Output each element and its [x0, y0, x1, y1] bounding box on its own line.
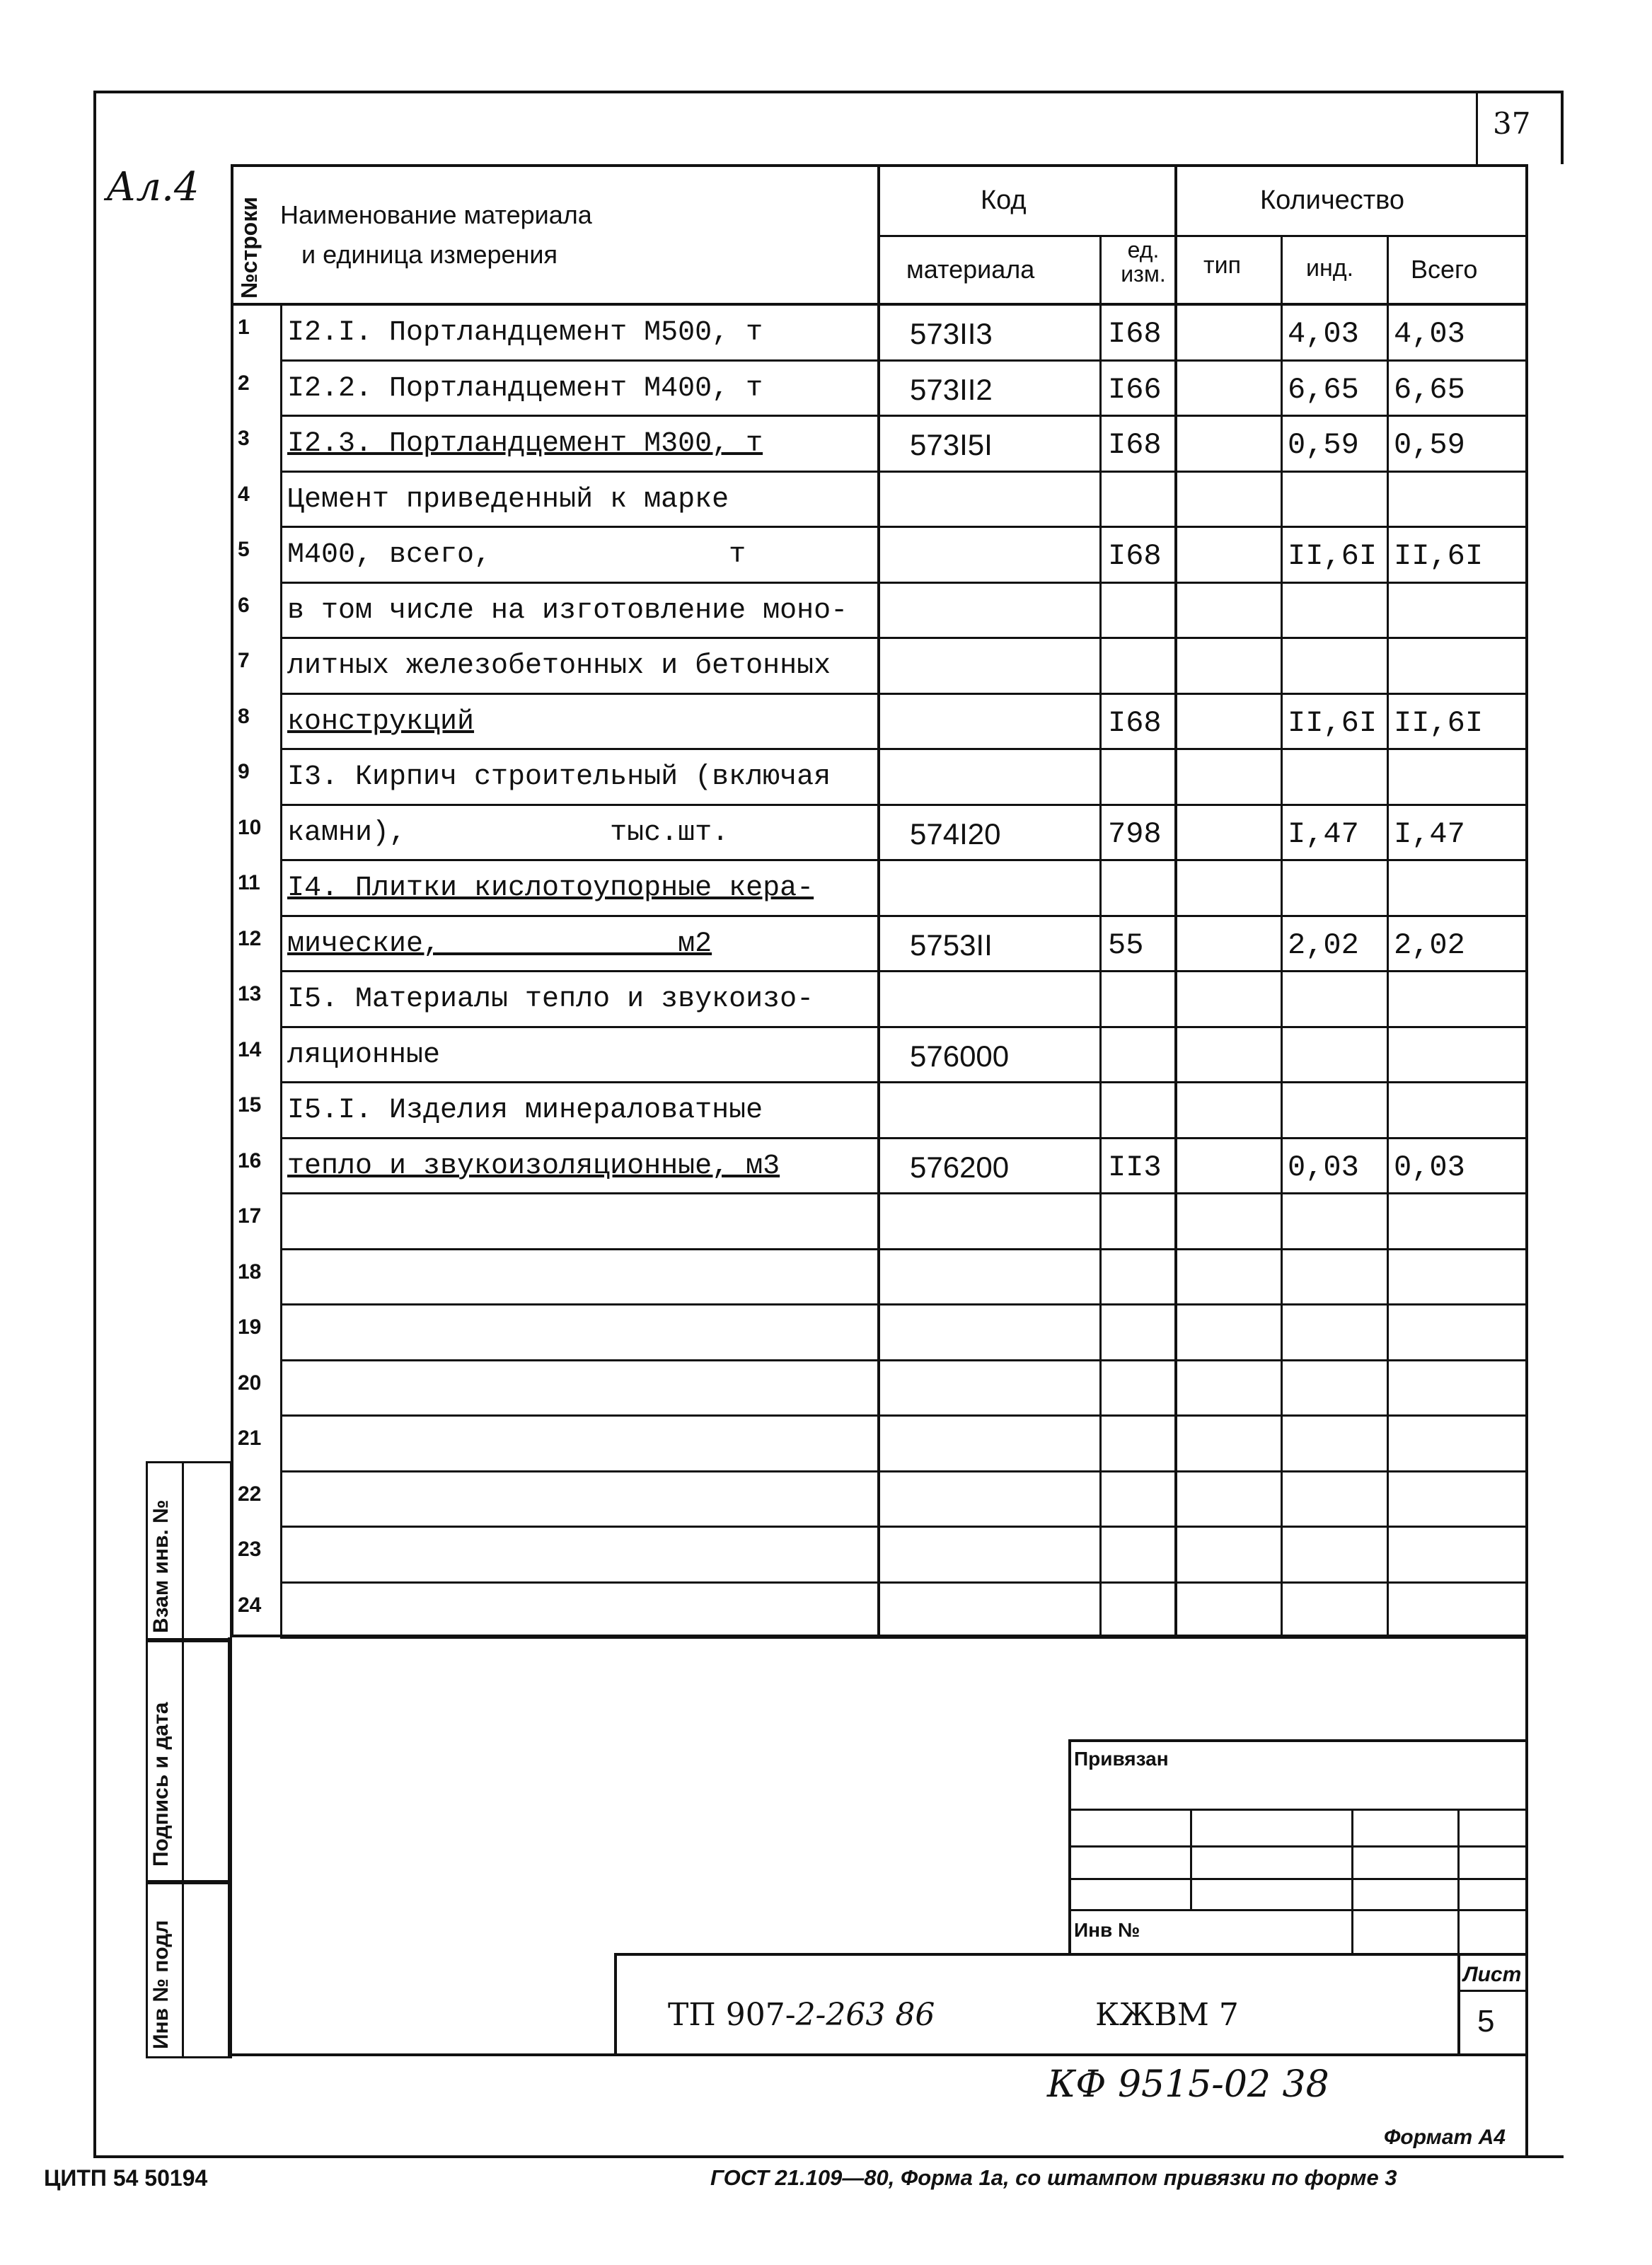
- table-row: [231, 1417, 1525, 1472]
- materials-table: [231, 164, 1525, 1637]
- stamp-doc-code: КЖВМ 7: [1095, 1997, 1239, 2033]
- cell-total: 2,02: [1394, 928, 1465, 962]
- table-row: [231, 1083, 1525, 1139]
- cell-name: в том числе на изготовление моно-: [287, 594, 848, 627]
- cell-no: 24: [238, 1593, 262, 1617]
- cell-no: 7: [238, 649, 250, 672]
- cell-no: 21: [238, 1427, 262, 1450]
- side-block-inv-podl: [146, 1880, 232, 2058]
- cell-name: тепло и звукоизоляционные, м3: [287, 1150, 780, 1182]
- table-row: [231, 1528, 1525, 1584]
- cell-name: Цемент приведенный к марке: [287, 483, 729, 516]
- cell-material: 573I5I: [910, 428, 993, 461]
- cell-total: 0,59: [1394, 428, 1465, 462]
- cell-unit: I68: [1108, 317, 1162, 351]
- side-label-podpis: Подпись и дата: [149, 1702, 173, 1867]
- format-label: Формат А4: [1384, 2126, 1506, 2149]
- cell-no: 15: [238, 1093, 262, 1117]
- cell-total: 4,03: [1394, 317, 1465, 351]
- cell-unit: 55: [1108, 928, 1144, 962]
- stamp-list-value: 5: [1477, 2004, 1495, 2039]
- cell-total: II,6I: [1394, 539, 1484, 573]
- side-block-vzam: [146, 1461, 232, 1642]
- privyazka-stamp: [1068, 1739, 1525, 1954]
- header-name-line2: и единица измерения: [301, 240, 558, 269]
- cell-no: 8: [238, 704, 250, 728]
- cell-no: 14: [238, 1037, 262, 1061]
- table-row: [231, 528, 1525, 584]
- cell-unit: I66: [1108, 372, 1162, 407]
- cell-material: 573II3: [910, 317, 993, 350]
- cell-material: 573II2: [910, 372, 993, 406]
- header-qty-ind: инд.: [1306, 255, 1354, 282]
- table-row: [231, 695, 1525, 751]
- cell-ind: 4,03: [1288, 317, 1359, 351]
- cell-no: 23: [238, 1538, 262, 1561]
- cell-no: 20: [238, 1371, 262, 1395]
- cell-no: 22: [238, 1482, 262, 1506]
- table-row: [231, 473, 1525, 529]
- cell-name: I3. Кирпич строительный (включая: [287, 761, 831, 793]
- header-quantity: Количество: [1260, 185, 1405, 215]
- header-code: Код: [981, 185, 1027, 215]
- header-name: [280, 195, 592, 275]
- cell-total: 0,03: [1394, 1150, 1465, 1185]
- table-row: [231, 1472, 1525, 1528]
- cell-name: I2.2. Портландцемент М400, т: [287, 372, 763, 405]
- cell-unit: II3: [1108, 1150, 1162, 1185]
- cell-material: 576200: [910, 1150, 1010, 1184]
- cell-no: 18: [238, 1260, 262, 1284]
- header-row-no: №строки: [236, 197, 262, 299]
- cell-name: конструкций: [287, 705, 475, 738]
- side-label-inv-podl: Инв № подл: [149, 1920, 173, 2049]
- table-row: [231, 1584, 1525, 1639]
- cell-name: М400, всего, т: [287, 539, 746, 571]
- cell-material: 574I20: [910, 817, 1001, 851]
- title-block: [614, 1953, 1527, 2056]
- table-row: [231, 584, 1525, 640]
- header-name-line1: Наименование материала: [280, 200, 592, 229]
- cell-name: I2.3. Портландцемент М300, т: [287, 428, 763, 460]
- table-row: [231, 750, 1525, 806]
- sheet-number: 37: [1493, 106, 1531, 141]
- table-row: [231, 1194, 1525, 1250]
- cell-unit: 798: [1108, 817, 1162, 851]
- cell-name: I2.I. Портландцемент М500, т: [287, 317, 763, 349]
- table-row: [231, 306, 1525, 362]
- cell-name: камни), тыс.шт.: [287, 817, 729, 849]
- side-label-vzam: Взам инв. №: [149, 1499, 173, 1633]
- cell-no: 3: [238, 427, 250, 450]
- cell-no: 5: [238, 538, 250, 561]
- table-row: [231, 1361, 1525, 1417]
- cell-no: 11: [238, 871, 260, 894]
- footer-left: ЦИТП 54 50194: [44, 2165, 208, 2191]
- table-row: [231, 1139, 1525, 1195]
- cell-ind: 0,03: [1288, 1150, 1359, 1185]
- cell-material: 5753II: [910, 928, 993, 962]
- cell-no: 1: [238, 316, 250, 339]
- cell-no: 2: [238, 371, 250, 395]
- cell-ind: 0,59: [1288, 428, 1359, 462]
- stamp-doc-prefix: ТП 907-: [668, 1997, 796, 2033]
- cell-ind: I,47: [1288, 817, 1359, 851]
- cell-no: 6: [238, 593, 250, 617]
- table-row: [231, 1028, 1525, 1084]
- table-row: [231, 806, 1525, 862]
- table-row: [231, 917, 1525, 973]
- cell-total: 6,65: [1394, 372, 1465, 407]
- cell-ind: II,6I: [1288, 705, 1377, 740]
- cell-name: мические, м2: [287, 928, 712, 960]
- cell-no: 19: [238, 1315, 262, 1339]
- header-qty-type: тип: [1203, 252, 1241, 279]
- table-row: [231, 1306, 1525, 1361]
- cell-material: 576000: [910, 1039, 1010, 1073]
- table-row: [231, 417, 1525, 473]
- stamp-inv-no: Инв №: [1074, 1919, 1140, 1941]
- cell-ind: 6,65: [1288, 372, 1359, 407]
- cell-no: 16: [238, 1148, 262, 1172]
- cell-name: I4. Плитки кислотоупорные кера-: [287, 872, 814, 904]
- table-row: [231, 861, 1525, 917]
- cell-no: 9: [238, 760, 250, 783]
- cell-no: 13: [238, 982, 262, 1005]
- cell-unit: I68: [1108, 428, 1162, 462]
- cell-name: литных железобетонных и бетонных: [287, 650, 831, 682]
- cell-no: 12: [238, 926, 262, 950]
- handwritten-annotation: Ал.4: [106, 164, 200, 210]
- stamp-doc-number: [668, 1997, 935, 2033]
- cell-unit: I68: [1108, 539, 1162, 573]
- table-row: [231, 972, 1525, 1028]
- cell-no: 10: [238, 815, 262, 839]
- cell-no: 4: [238, 482, 250, 506]
- stamp-doc-number-hand: 2-263 86: [795, 1997, 935, 2033]
- cell-unit: I68: [1108, 705, 1162, 740]
- cell-ind: II,6I: [1288, 539, 1377, 573]
- table-row: [231, 639, 1525, 695]
- cell-name: I5.I. Изделия минераловатные: [287, 1095, 763, 1126]
- footer-right: ГОСТ 21.109—80, Форма 1а, со штампом привязки по форме 3: [710, 2165, 1397, 2190]
- header-code-unit: ед. изм.: [1121, 237, 1166, 287]
- header-qty-total: Всего: [1411, 255, 1478, 284]
- table-row: [231, 1250, 1525, 1306]
- cell-total: I,47: [1394, 817, 1465, 851]
- side-block-podpis: [146, 1638, 232, 1884]
- header-code-material: материала: [906, 255, 1035, 284]
- handwritten-code: КФ 9515-02 38: [1047, 2063, 1329, 2106]
- cell-name: I5. Материалы тепло и звукоизо-: [287, 984, 814, 1015]
- stamp-privyazan: Привязан: [1074, 1748, 1169, 1770]
- cell-total: II,6I: [1394, 705, 1484, 740]
- table-row: [231, 362, 1525, 417]
- cell-ind: 2,02: [1288, 928, 1359, 962]
- cell-no: 17: [238, 1204, 262, 1228]
- cell-name: ляционные: [287, 1039, 441, 1071]
- stamp-list-label: Лист: [1463, 1963, 1522, 1986]
